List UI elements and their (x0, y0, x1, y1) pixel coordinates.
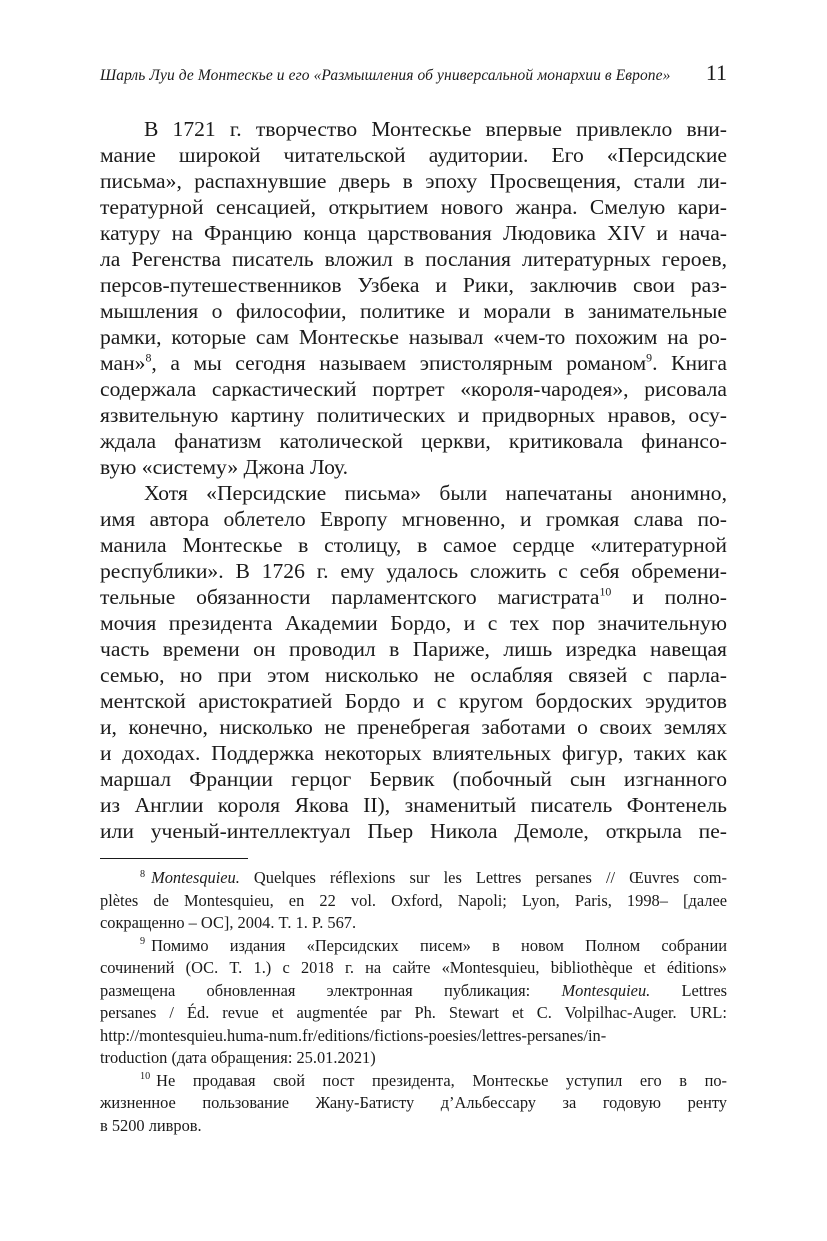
text-line: мочия президента Академии Бордо, и с тех пор значительную (100, 611, 727, 635)
paragraph-2 (100, 480, 727, 844)
running-title: Шарль Луи де Монтескье и его «Размышления об универсальной монархии в Европе» (100, 67, 671, 84)
text-line: маршал Франции герцог Бервик (побочный сын изгнанного (100, 767, 727, 791)
text-line: мание широкой читательской аудитории. Его «Персидские (100, 143, 727, 167)
footnote-line: troduction (дата обращения: 25.01.2021) (100, 1048, 376, 1067)
text-line: манила Монтескье в столицу, в самое сердце «литературной (100, 533, 727, 557)
book-page (100, 60, 727, 1137)
footnotes (100, 867, 727, 1137)
footnote-9 (100, 935, 727, 1070)
footnote-line: сокращенно – ОС], 2004. T. 1. P. 567. (100, 913, 357, 932)
footnote-line: жизненное пользование Жану-Батисту д’Альбессару за годовую ренту (100, 1093, 727, 1112)
text-line: ла Регенства писатель вложил в послания литературных героев, (100, 247, 727, 271)
page-number: 11 (705, 60, 727, 85)
footnote-10 (100, 1070, 727, 1138)
text-line: язвительную картину политических и придворных нравов, осу- (100, 403, 727, 427)
footnote-ref-8[interactable]: 8 (145, 350, 152, 365)
footnote-line (100, 935, 727, 958)
text-segment: и полно- (611, 585, 728, 609)
author-italic: Montesquieu. (151, 868, 240, 887)
text-segment: , а мы сегодня называем эпистолярным романом (151, 351, 647, 375)
page-header (100, 60, 727, 94)
footnote-marker: 10 (140, 1071, 151, 1083)
text-line-with-refs (100, 584, 727, 610)
text-line: катуру на Францию конца царствования Людовика XIV и нача- (100, 221, 727, 245)
footnote-line: в 5200 ливров. (100, 1115, 202, 1135)
footnote-line (100, 867, 727, 890)
text-line: часть времени он проводил в Париже, лишь изредка навещая (100, 637, 727, 661)
text-line: и, конечно, нисколько не пренебрегая заботами о своих землях (100, 715, 727, 739)
text-segment: тельные обязанности парламентского магистрата (100, 585, 600, 609)
text-segment: Quelques réflexions sur les Lettres persanes // Œuvres com- (239, 868, 727, 887)
footnote-line: plètes de Montesquieu, en 22 vol. Oxford, Napoli; Lyon, Paris, 1998– [далее (100, 890, 727, 910)
text-line: письма», распахнувшие дверь в эпоху Просвещения, стали ли- (100, 169, 727, 193)
text-line: республики». В 1726 г. ему удалось сложить с себя обремени- (100, 559, 727, 583)
text-segment: размещена обновленная электронная публикация: (100, 980, 562, 1000)
text-line: из Англии короля Якова II), знаменитый писатель Фонтенель (100, 793, 727, 817)
text-line: содержала саркастический портрет «короля-чародея», рисовала (100, 377, 727, 401)
author-italic: Montesquieu. (561, 980, 651, 1000)
main-text (100, 116, 727, 844)
text-segment: Помимо издания «Персидских писем» в новом Полном собрании (151, 935, 727, 955)
text-line: мышления о философии, политике и морали в занимательные (100, 299, 727, 323)
text-segment: . Книга (652, 351, 727, 375)
text-line: семью, но при этом нисколько не ослабляя связей с парла- (100, 663, 727, 687)
text-line: или ученый-интеллектуал Пьер Никола Демоле, открыла пе- (100, 819, 727, 843)
footnote-8 (100, 867, 727, 935)
text-line: ментской аристократией Бордо и с кругом бордоских эрудитов (100, 689, 727, 713)
text-segment: ман» (100, 351, 146, 375)
footnote-line: сочинений (ОС. T. 1.) с 2018 г. на сайте «Montesquieu, bibliothèque et éditions» (100, 958, 727, 977)
footnote-divider (100, 858, 248, 859)
footnote-line (100, 1070, 727, 1093)
footnote-marker: 9 (140, 936, 146, 948)
text-line-with-refs (100, 350, 727, 376)
text-line: В 1721 г. творчество Монтескье впервые привлекло вни- (144, 117, 727, 141)
footnote-ref-9[interactable]: 9 (646, 350, 653, 365)
footnote-line-url[interactable]: http://montesquieu.huma-num.fr/editions/fictions-poesies/lettres-persanes/in- (100, 1025, 607, 1045)
paragraph-1 (100, 116, 727, 480)
text-line: персов-путешественников Узбека и Рики, заключив свои раз- (100, 273, 727, 297)
footnote-line (100, 980, 727, 1003)
text-line: и доходах. Поддержка некоторых влиятельных фигур, таких как (100, 741, 727, 765)
text-line: рамки, которые сам Монтескье называл «чем-то похожим на ро- (100, 325, 727, 349)
text-segment: Не продавая свой пост президента, Монтескье уступил его в по- (156, 1070, 727, 1090)
footnote-marker: 8 (140, 868, 146, 880)
text-segment: Lettres (650, 980, 727, 1000)
text-line: вую «систему» Джона Лоу. (100, 455, 349, 479)
text-line: ждала фанатизм католической церкви, критиковала финансо- (100, 429, 727, 453)
footnote-line: persanes / Éd. revue et augmentée par Ph. Stewart et C. Volpilhac-Auger. URL: (100, 1003, 727, 1022)
text-line: Хотя «Персидские письма» были напечатаны анонимно, (144, 481, 727, 505)
footnote-ref-10[interactable]: 10 (599, 584, 612, 599)
text-line: тературной сенсацией, открытием нового жанра. Смелую кари- (100, 195, 727, 219)
text-line: имя автора облетело Европу мгновенно, и громкая слава по- (100, 507, 727, 531)
